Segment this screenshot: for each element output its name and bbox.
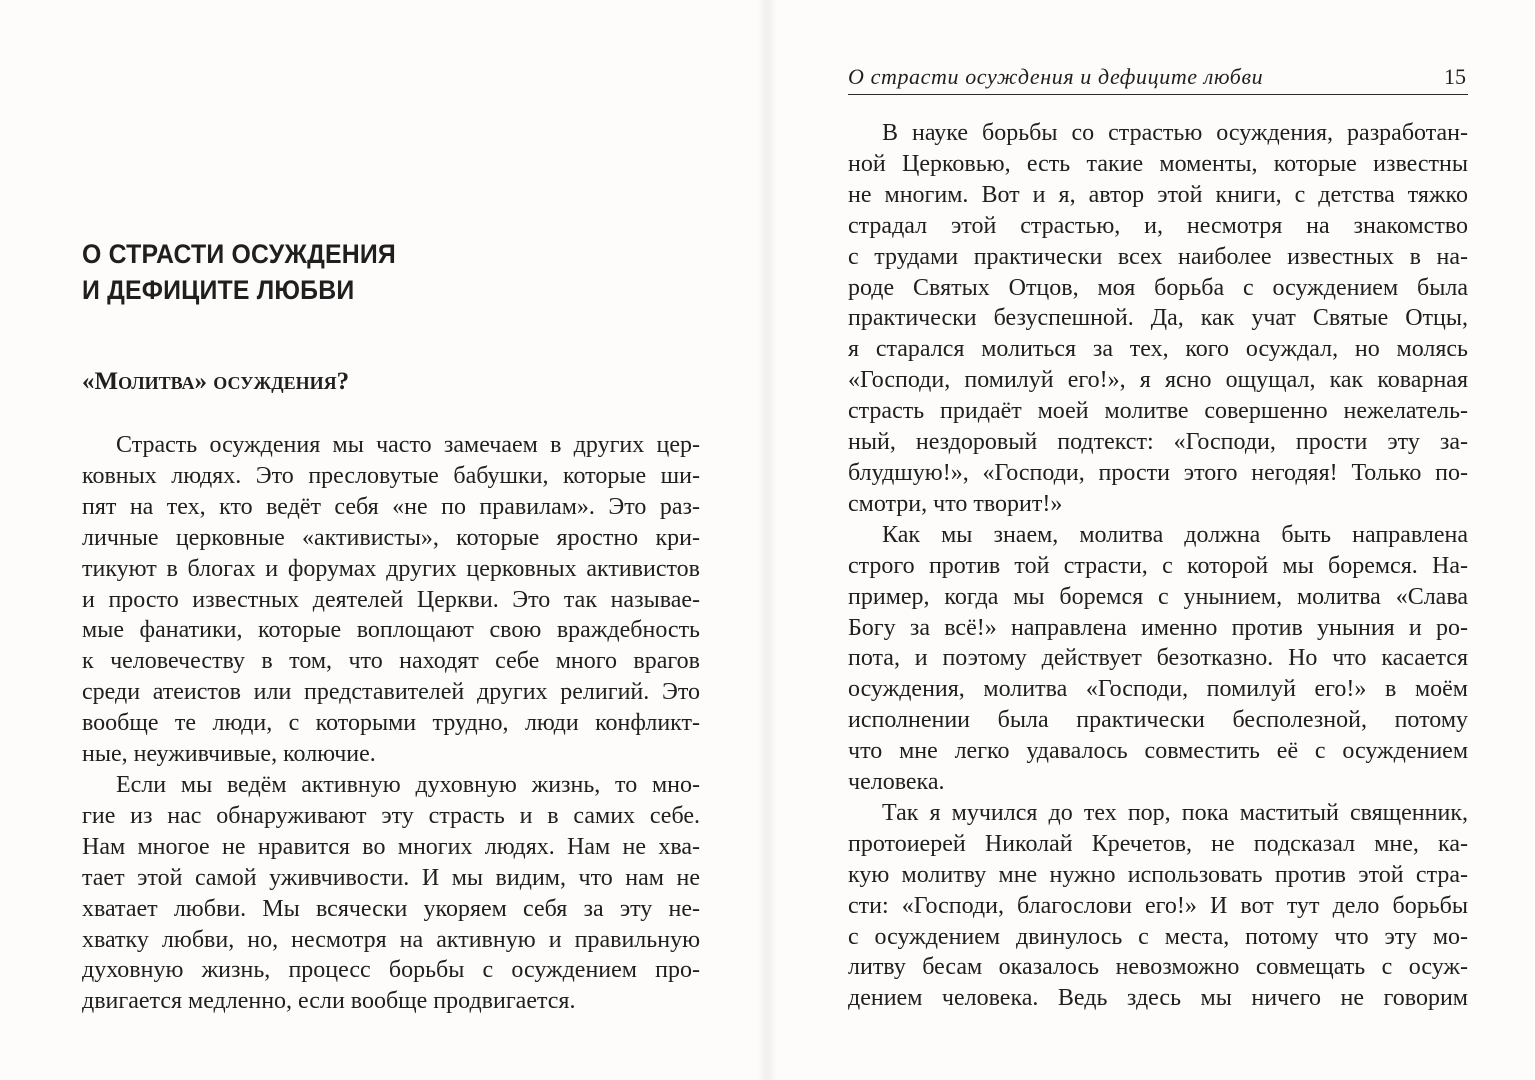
text-line: кую молитву мне нужно использовать против этой стра- [848, 861, 1468, 888]
text-line: тикуют в блогах и форумах других церковных активистов [82, 555, 700, 582]
text-line: личные церковные «активисты», которые яростно кри- [82, 524, 700, 551]
text-line: литву бесам оказалось невозможно совмещать с осуж- [848, 954, 1468, 981]
left-body-text [82, 430, 700, 1017]
subheading-quote-open: « [82, 368, 95, 395]
section-subheading [82, 366, 722, 398]
text-line: ный, нездоровый подтекст: «Господи, прости эту за- [848, 429, 1468, 456]
text-line: хватку любви, но, несмотря на активную и правильную [82, 926, 700, 953]
text-line: среди атеистов или представителей других религий. Это [82, 679, 700, 706]
running-title: О страсти осуждения и дефиците любви [848, 64, 1264, 89]
page-number: 15 [1444, 64, 1466, 89]
text-line: В науке борьбы со страстью осуждения, разработан- [882, 120, 1468, 146]
subheading-word: Молитва [94, 368, 195, 395]
left-page [0, 0, 767, 1080]
text-line: Как мы знаем, молитва должна быть направлена [882, 521, 1468, 548]
text-line: я старался молиться за тех, кого осуждал, но молясь [848, 336, 1468, 363]
text-line: пота, и поэтому действует безотказно. Но что касается [848, 645, 1468, 672]
text-line: пят на тех, кто ведёт себя «не по правилам». Это раз- [82, 493, 700, 520]
text-line: мые фанатики, которые воплощают свою враждебность [82, 617, 700, 644]
running-header [848, 62, 1468, 95]
text-line: хватает любви. Мы всячески укоряем себя за эту не- [82, 895, 700, 922]
text-line: что мне легко удавалось совместить её с осуждением [848, 738, 1468, 765]
text-line: страдал этой страстью, и, несмотря на знакомство [848, 212, 1468, 239]
text-line: роде Святых Отцов, моя борьба с осуждением была [848, 274, 1468, 301]
text-line: исполнении была практически бесполезной, потому [848, 707, 1468, 734]
text-line: вообще те люди, с которыми трудно, люди конфликт- [82, 710, 700, 737]
text-line: сти: «Господи, благослови его!» И вот тут дело борьбы [848, 892, 1468, 919]
text-line: к человечеству в том, что находят себе много врагов [82, 648, 700, 675]
text-line: двигается медленно, если вообще продвигается. [82, 988, 576, 1015]
text-line: Богу за всё!» направлена именно против уныния и ро- [848, 614, 1468, 641]
text-line: с трудами практически всех наиболее известных в на- [848, 243, 1468, 270]
text-line: блудшую!», «Господи, прости этого негодяя! Только по- [848, 459, 1468, 486]
text-line: гие из нас обнаруживают эту страсть и в самих себе. [82, 802, 700, 829]
chapter-heading-line: И ДЕФИЦИТЕ ЛЮБВИ [82, 275, 355, 305]
right-body-text [848, 118, 1468, 1014]
chapter-heading [82, 236, 671, 308]
text-line: страсть придаёт моей молитве совершенно нежелатель- [848, 398, 1468, 425]
text-line: не многим. Вот и я, автор этой книги, с детства тяжко [848, 181, 1468, 208]
text-line: Если мы ведём активную духовную жизнь, то мно- [116, 771, 700, 798]
text-line: Так я мучился до тех пор, пока маститый священник, [882, 799, 1468, 826]
subheading-rest: » осуждения? [194, 368, 350, 395]
text-line: ной Церковью, есть такие моменты, которые известны [848, 150, 1468, 177]
text-line: духовную жизнь, процесс борьбы с осуждением про- [82, 957, 700, 984]
text-line: Нам многое не нравится во многих людях. Нам не хва- [82, 833, 700, 860]
text-line: практически безуспешной. Да, как учат Святые Отцы, [848, 305, 1468, 332]
text-line: пример, когда мы боремся с унынием, молитва «Слава [848, 583, 1468, 610]
text-line: человека. [848, 769, 945, 796]
text-line: протоиерей Николай Кречетов, не подсказал мне, ка- [848, 830, 1468, 857]
chapter-heading-line: О СТРАСТИ ОСУЖДЕНИЯ [82, 239, 396, 269]
text-line: с осуждением двинулось с места, потому что эту мо- [848, 923, 1468, 950]
text-line: ковных людях. Это пресловутые бабушки, которые ши- [82, 462, 700, 489]
text-line: Страсть осуждения мы часто замечаем в других цер- [116, 432, 700, 458]
text-line: строго против той страсти, с которой мы боремся. На- [848, 552, 1468, 579]
text-line: ные, неуживчивые, колючие. [82, 741, 376, 768]
text-line: дением человека. Ведь здесь мы ничего не говорим [848, 985, 1468, 1012]
text-line: и просто известных деятелей Церкви. Это так называе- [82, 586, 700, 613]
text-line: тает этой самой уживчивости. И мы видим, что нам не [82, 864, 700, 891]
text-line: «Господи, помилуй его!», я ясно ощущал, как коварная [848, 367, 1468, 394]
text-line: осуждения, молитва «Господи, помилуй его!» в моём [848, 676, 1468, 703]
text-line: смотри, что творит!» [848, 490, 1063, 517]
